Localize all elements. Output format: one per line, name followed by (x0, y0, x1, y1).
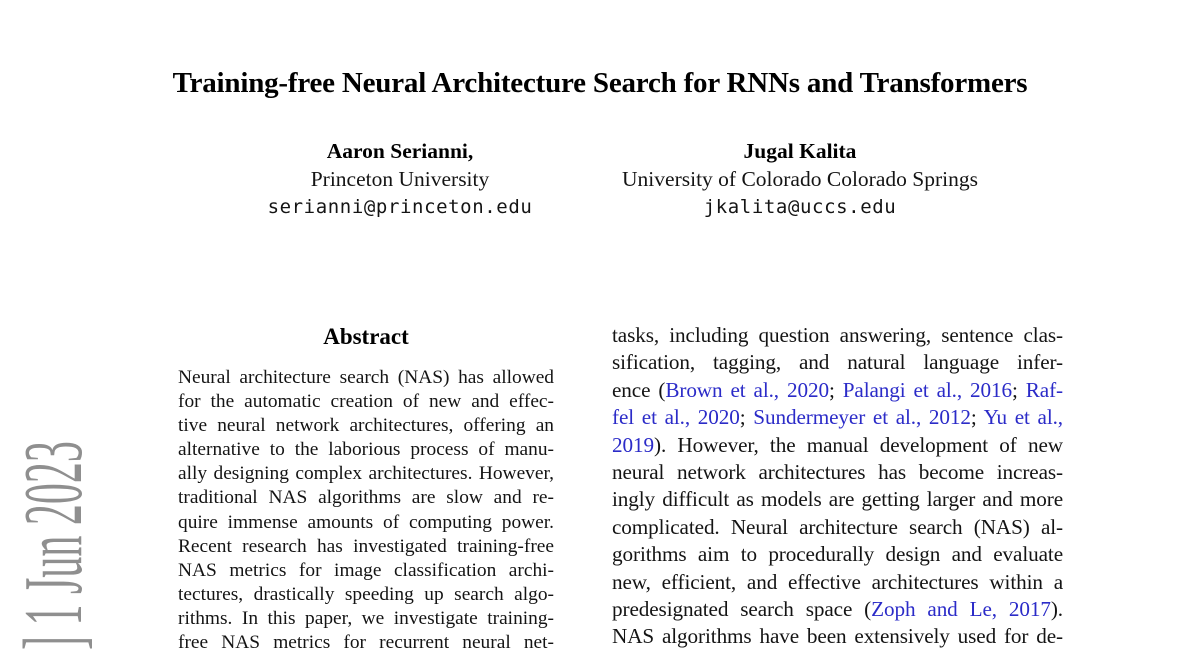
text-line (612, 541, 1063, 568)
text-line (178, 631, 554, 655)
text-segment: ; (970, 405, 984, 430)
text-line (178, 511, 554, 535)
arxiv-stamp (7, 441, 100, 650)
text-segment: rithms. In this paper, we investigate training- (178, 607, 554, 629)
text-line (612, 486, 1063, 513)
citation-link[interactable]: fel et al., 2020 (612, 405, 740, 430)
author-name: Jugal Kalita (743, 139, 857, 163)
text-line (612, 459, 1063, 486)
citation-link[interactable]: Brown et al., 2020 (665, 377, 829, 402)
text-line (178, 486, 554, 510)
text-segment: quire immense amounts of computing power. (178, 511, 554, 533)
text-line (178, 559, 554, 583)
text-line (178, 438, 554, 462)
text-line (612, 322, 1063, 349)
author-affiliation: Princeton University (310, 167, 490, 191)
text-segment: tectures, drastically speeding up search algo- (178, 583, 554, 605)
text-line (178, 390, 554, 414)
text-segment: complicated. Neural architecture search (NAS) al- (612, 514, 1063, 539)
text-segment: ence ( (612, 377, 666, 402)
text-segment: NAS metrics for image classification archi- (178, 559, 554, 581)
text-segment: new, efficient, and effective architectures within a (612, 569, 1063, 594)
text-segment: traditional NAS algorithms are slow and re- (178, 487, 554, 509)
text-segment: alternative to the laborious process of manu- (178, 439, 554, 461)
text-segment: gorithms aim to procedurally design and evaluate (612, 542, 1063, 567)
text-line (178, 583, 554, 607)
author-block-1 (175, 137, 625, 222)
text-line (178, 414, 554, 438)
abstract-heading: Abstract (323, 324, 409, 349)
text-line (612, 377, 1063, 404)
text-line (612, 432, 1063, 459)
citation-link[interactable]: Raf- (1025, 377, 1063, 402)
text-segment: Recent research has investigated training-free (178, 535, 554, 557)
arxiv-stamp-text: ] 1 Jun 2023 (7, 441, 100, 650)
introduction-text (612, 322, 1063, 651)
author-name: Aaron Serianni, (326, 139, 474, 163)
citation-link[interactable]: Yu et al., (983, 405, 1063, 430)
text-segment: ; (1012, 377, 1026, 402)
text-segment: NAS algorithms have been extensively used for de- (612, 624, 1063, 649)
text-segment: ingly difficult as models are getting larger and more (612, 487, 1063, 512)
text-line (178, 535, 554, 559)
text-line (612, 349, 1063, 376)
text-line (178, 366, 554, 390)
text-segment: ). However, the manual development of new (653, 432, 1063, 457)
author-block-2 (575, 137, 1025, 222)
text-segment: tasks, including question answering, sentence clas- (612, 323, 1063, 347)
text-segment: Neural architecture search (NAS) has allowed (178, 367, 554, 388)
text-segment: predesignated search space ( (612, 596, 872, 621)
text-line (612, 514, 1063, 541)
text-segment: sification, tagging, and natural language infer- (612, 350, 1063, 375)
citation-link[interactable]: 2019 (612, 432, 654, 457)
text-segment: tive neural network architectures, offering an (178, 415, 554, 437)
text-line (178, 462, 554, 486)
author-email: serianni@princeton.edu (267, 196, 533, 218)
text-segment: free NAS metrics for recurrent neural net- (178, 632, 554, 654)
text-segment: neural network architectures has become increas- (612, 459, 1063, 484)
text-line (612, 569, 1063, 596)
author-affiliation: University of Colorado Colorado Springs (622, 167, 978, 191)
text-segment: for the automatic creation of new and effec- (178, 391, 554, 413)
text-segment: ally designing complex architectures. However, (178, 463, 554, 485)
citation-link[interactable]: Palangi et al., 2016 (842, 377, 1012, 402)
citation-link[interactable]: Zoph and Le, 2017 (871, 596, 1051, 621)
text-line (178, 607, 554, 631)
text-line (612, 596, 1063, 623)
text-line (612, 404, 1063, 431)
abstract-text (178, 366, 554, 655)
text-segment: ; (739, 405, 754, 430)
text-segment: ; (828, 377, 843, 402)
paper-title: Training-free Neural Architecture Search for RNNs and Transformers (172, 67, 1028, 100)
citation-link[interactable]: Sundermeyer et al., 2012 (753, 405, 971, 430)
text-segment: ). (1050, 596, 1063, 621)
author-email: jkalita@uccs.edu (703, 196, 897, 218)
text-line (612, 623, 1063, 650)
